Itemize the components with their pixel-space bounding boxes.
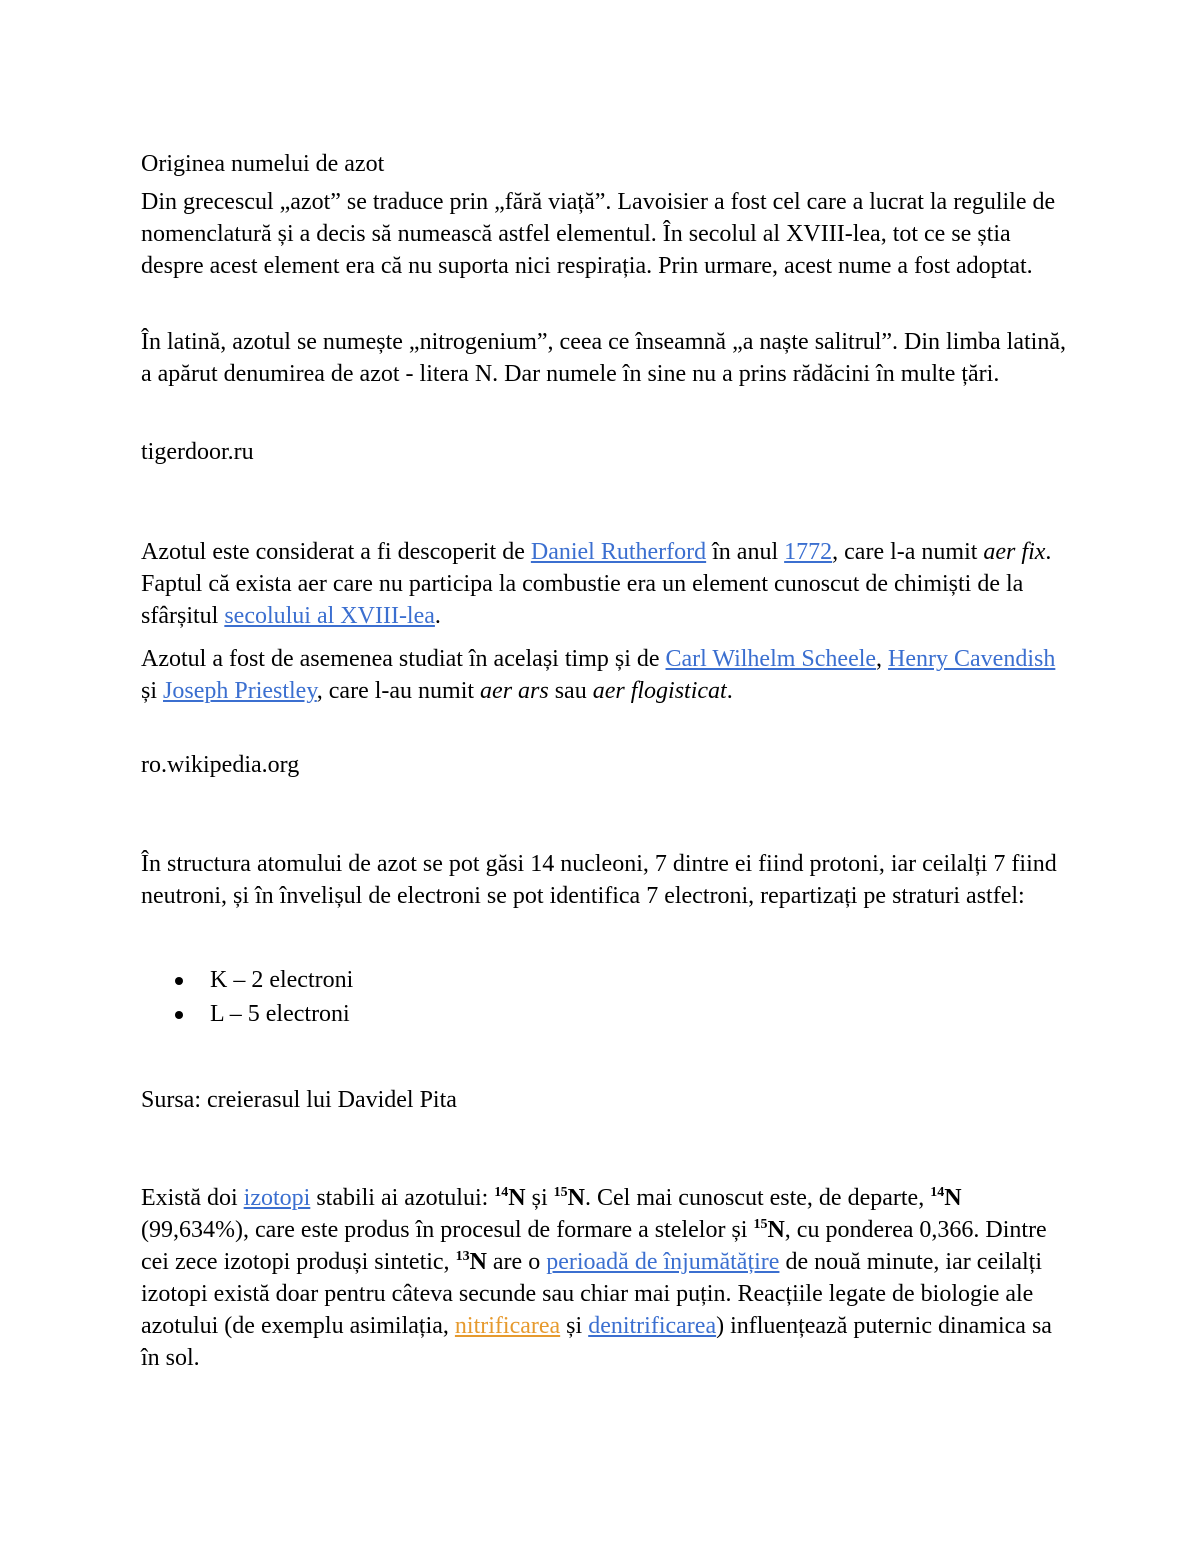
text-segment: . Faptul că exista aer care nu participa la combustie era un element cunoscut de chimiști de la sfârșitul	[141, 539, 1052, 629]
source-davidel: Sursa: creierasul lui Davidel Pita	[141, 1087, 457, 1113]
isotope-mass-number: 14	[494, 1185, 509, 1200]
text-segment: . Cel mai cunoscut este, de departe,	[584, 1185, 931, 1211]
text-segment: .	[726, 678, 733, 704]
source-tigerdoor: tigerdoor.ru	[141, 439, 254, 465]
list-item	[141, 964, 353, 998]
paragraph-origin-greek: Din grecescul „azot” se traduce prin „fără viață”. Lavoisier a fost cel care a lucrat la regulile de nomenclatură și a decis să numească astfel elementul. În secolul al XVIII-lea, tot ce se știa despre acest element era că nu suporta nici respirația. Prin urmare, acest nume a fost adoptat.	[141, 189, 1056, 279]
nitrogen-symbol: N	[508, 1185, 526, 1211]
text-segment: și	[525, 1185, 554, 1211]
nitrogen-symbol: N	[767, 1217, 785, 1243]
emphasis-aer-flogisticat: aer flogisticat	[592, 678, 727, 704]
paragraph-atom-structure: În structura atomului de azot se pot găsi 14 nucleoni, 7 dintre ei fiind protoni, iar ceilalți 7 fiind neutroni, și în învelișul de electroni se pot identifica 7 electroni, repartizați pe straturi astfel:	[141, 851, 1057, 909]
isotope-mass-number: 13	[455, 1249, 470, 1264]
bullet-icon	[175, 1011, 183, 1019]
link-daniel-rutherford[interactable]: Daniel Rutherford	[530, 539, 707, 565]
list-item-text: L – 5 electroni	[210, 1001, 350, 1027]
paragraph-other-researchers	[141, 643, 1066, 707]
nitrogen-symbol: N	[469, 1249, 487, 1275]
link-carl-wilhelm-scheele[interactable]: Carl Wilhelm Scheele	[665, 646, 877, 672]
paragraph-discovery	[141, 536, 1066, 632]
text-segment: ) influențează puternic dinamica sa în sol.	[141, 1313, 1052, 1371]
text-segment: stabili ai azotului:	[310, 1185, 495, 1211]
text-segment: în anul	[706, 539, 785, 565]
text-segment: sau	[548, 678, 593, 704]
list-item	[141, 998, 353, 1032]
text-segment: , care l-au numit	[316, 678, 481, 704]
text-segment: , cu ponderea 0,366. Dintre cei zece izotopi produși sintetic,	[141, 1217, 1047, 1275]
text-segment: și	[141, 678, 164, 704]
text-segment: are o	[486, 1249, 547, 1275]
link-secolul-xviii[interactable]: secolului al XVIII-lea	[224, 603, 435, 629]
source-wikipedia: ro.wikipedia.org	[141, 752, 300, 778]
link-joseph-priestley[interactable]: Joseph Priestley	[163, 678, 317, 704]
link-nitrificarea[interactable]: nitrificarea	[454, 1313, 561, 1339]
text-segment: de nouă minute, iar ceilalți izotopi există doar pentru câteva secunde sau chiar mai puțin. Reacțiile legate de biologie ale azotului (de exemplu asimilația,	[141, 1249, 1043, 1339]
nitrogen-symbol: N	[567, 1185, 585, 1211]
text-segment: .	[434, 603, 441, 629]
text-segment: , care l-a numit	[832, 539, 984, 565]
paragraph-origin-latin: În latină, azotul se numește „nitrogenium”, ceea ce înseamnă „a naște salitrul”. Din limba latină, a apărut denumirea de azot - litera N. Dar numele în sine nu a prins rădăcini în multe țări.	[141, 329, 1066, 387]
isotope-mass-number: 15	[753, 1217, 768, 1232]
text-segment: Azotul a fost de asemenea studiat în același timp și de	[141, 646, 666, 672]
link-perioada-de-injumatatire[interactable]: perioadă de înjumătățire	[546, 1249, 780, 1275]
text-segment: Există doi	[141, 1185, 244, 1211]
section-title: Originea numelui de azot	[141, 151, 385, 177]
bullet-icon	[175, 977, 183, 985]
text-segment: și	[560, 1313, 589, 1339]
text-segment: (99,634%), care este produs în procesul de formare a stelelor și	[141, 1217, 754, 1243]
link-izotopi[interactable]: izotopi	[243, 1185, 311, 1211]
text-segment: Azotul este considerat a fi descoperit de	[141, 539, 531, 565]
link-1772[interactable]: 1772	[784, 539, 833, 565]
list-item-text: K – 2 electroni	[210, 967, 354, 993]
nitrogen-symbol: N	[944, 1185, 962, 1211]
electron-shell-list	[141, 964, 353, 1032]
emphasis-aer-ars: aer ars	[480, 678, 549, 704]
emphasis-aer-fix: aer fix	[983, 539, 1046, 565]
isotope-mass-number: 14	[930, 1185, 945, 1200]
paragraph-isotopes	[141, 1182, 1066, 1374]
link-denitrificarea[interactable]: denitrificarea	[588, 1313, 717, 1339]
isotope-mass-number: 15	[553, 1185, 568, 1200]
text-segment: ,	[876, 646, 889, 672]
link-henry-cavendish[interactable]: Henry Cavendish	[888, 646, 1056, 672]
